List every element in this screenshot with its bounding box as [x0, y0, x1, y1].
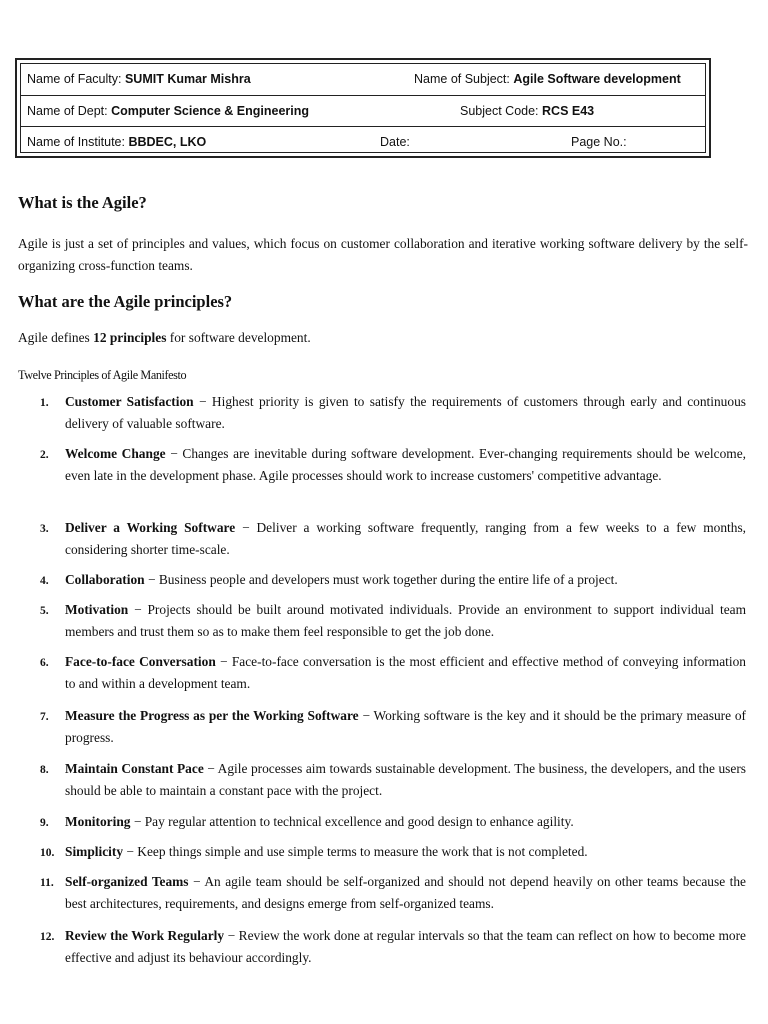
principle-description: − Agile processes aim towards sustainable development. The business, the developers, and the users should be able to maintain a constant pace with the project.	[65, 761, 746, 798]
subject-value: Agile Software development	[513, 72, 681, 86]
principle-number: 9.	[40, 817, 49, 829]
agile-definition-paragraph: Agile is just a set of principles and values, which focus on customer collaboration and iterative working software delivery by the self-organizing cross-function teams.	[18, 236, 748, 273]
principles-intro-paragraph	[18, 327, 748, 349]
principle-title: Customer Satisfaction	[65, 394, 194, 409]
principle-text	[65, 569, 746, 591]
principle-number: 3.	[40, 523, 49, 535]
intro-suffix: for software development.	[166, 330, 311, 345]
list-title: Twelve Principles of Agile Manifesto	[18, 368, 187, 382]
page-number-field: Page No.:	[571, 135, 627, 149]
intro-bold-count: 12 principles	[93, 330, 167, 345]
code-label: Subject Code:	[460, 104, 539, 118]
faculty-value: SUMIT Kumar Mishra	[124, 72, 251, 86]
subject-code-field	[460, 104, 594, 118]
principle-description: − Pay regular attention to technical excellence and good design to enhance agility.	[130, 814, 574, 829]
principle-number: 5.	[40, 605, 49, 617]
principle-description: − Business people and developers must work together during the entire life of a project.	[144, 572, 618, 587]
subject-field	[414, 72, 681, 86]
principle-description: − Highest priority is given to satisfy the requirements of customers through early and continuous delivery of valuable software.	[65, 394, 746, 431]
principle-title: Collaboration	[65, 572, 145, 587]
heading-agile-principles: What are the Agile principles?	[18, 292, 233, 311]
principle-number: 2.	[40, 449, 49, 461]
principle-title: Simplicity	[65, 844, 124, 859]
dept-field	[27, 104, 309, 118]
principle-number: 1.	[40, 397, 49, 409]
faculty-label: Name of Faculty:	[27, 72, 122, 86]
header-row-faculty	[21, 64, 705, 95]
principle-text	[65, 517, 746, 561]
principle-title: Measure the Progress as per the Working Software	[65, 708, 359, 723]
principle-number: 4.	[40, 575, 49, 587]
document-header-table	[15, 58, 711, 158]
header-row-dept	[21, 95, 705, 127]
principle-number: 10.	[40, 847, 55, 859]
institute-label: Name of Institute:	[27, 135, 125, 149]
principle-number: 12.	[40, 931, 55, 943]
principle-title: Face-to-face Conversation	[65, 654, 216, 669]
principle-description: − Changes are inevitable during software development. Ever-changing requirements should be welcome, even late in the development phase. Agile processes should work to increase customers' competitive advantage.	[65, 446, 746, 483]
principle-text	[65, 651, 746, 695]
header-row-institute	[21, 126, 705, 157]
principle-title: Motivation	[65, 602, 129, 617]
principle-text	[65, 871, 746, 915]
principle-title: Welcome Change	[65, 446, 166, 461]
principle-number: 11.	[40, 877, 54, 889]
heading-what-is-agile: What is the Agile?	[18, 193, 147, 212]
principle-title: Review the Work Regularly	[65, 928, 225, 943]
principle-description: − An agile team should be self-organized and should not depend heavily on other teams because the best architectures, requirements, and designs emerge from self-organized teams.	[65, 874, 746, 911]
principle-number: 7.	[40, 711, 49, 723]
principle-title: Self-organized Teams	[65, 874, 189, 889]
code-value: RCS E43	[542, 104, 595, 118]
principle-description: − Keep things simple and use simple terms to measure the work that is not completed.	[123, 844, 588, 859]
principle-title: Deliver a Working Software	[65, 520, 236, 535]
principle-text	[65, 925, 746, 969]
dept-value: Computer Science & Engineering	[111, 104, 310, 118]
principle-title: Maintain Constant Pace	[65, 761, 204, 776]
principle-number: 8.	[40, 764, 49, 776]
principle-description: − Face-to-face conversation is the most efficient and effective method of conveying information to and within a development team.	[65, 654, 746, 691]
subject-label: Name of Subject:	[414, 72, 510, 86]
dept-label: Name of Dept:	[27, 104, 108, 118]
intro-prefix: Agile defines	[18, 330, 94, 345]
principle-text	[65, 841, 746, 863]
principle-description: − Projects should be built around motivated individuals. Provide an environment to support individual team members and trust them so as to make them feel responsible to get the job done.	[65, 602, 746, 639]
principle-text	[65, 599, 746, 643]
principle-number: 6.	[40, 657, 49, 669]
principle-description: − Working software is the key and it should be the primary measure of progress.	[65, 708, 747, 745]
principle-description: − Deliver a working software frequently, ranging from a few weeks to a few months, considering shorter time-scale.	[65, 520, 746, 557]
institute-field	[27, 135, 206, 149]
principle-text	[65, 811, 746, 833]
faculty-field	[27, 72, 251, 86]
principle-text	[65, 705, 746, 749]
header-inner-border	[20, 63, 706, 153]
institute-value: BBDEC, LKO	[128, 135, 207, 149]
principle-text	[65, 443, 746, 487]
principle-text	[65, 391, 746, 435]
principle-text	[65, 758, 746, 802]
principle-description: − Review the work done at regular intervals so that the team can reflect on how to become more effective and adjust its behaviour accordingly.	[65, 928, 746, 965]
date-field: Date:	[380, 135, 410, 149]
principle-title: Monitoring	[65, 814, 131, 829]
